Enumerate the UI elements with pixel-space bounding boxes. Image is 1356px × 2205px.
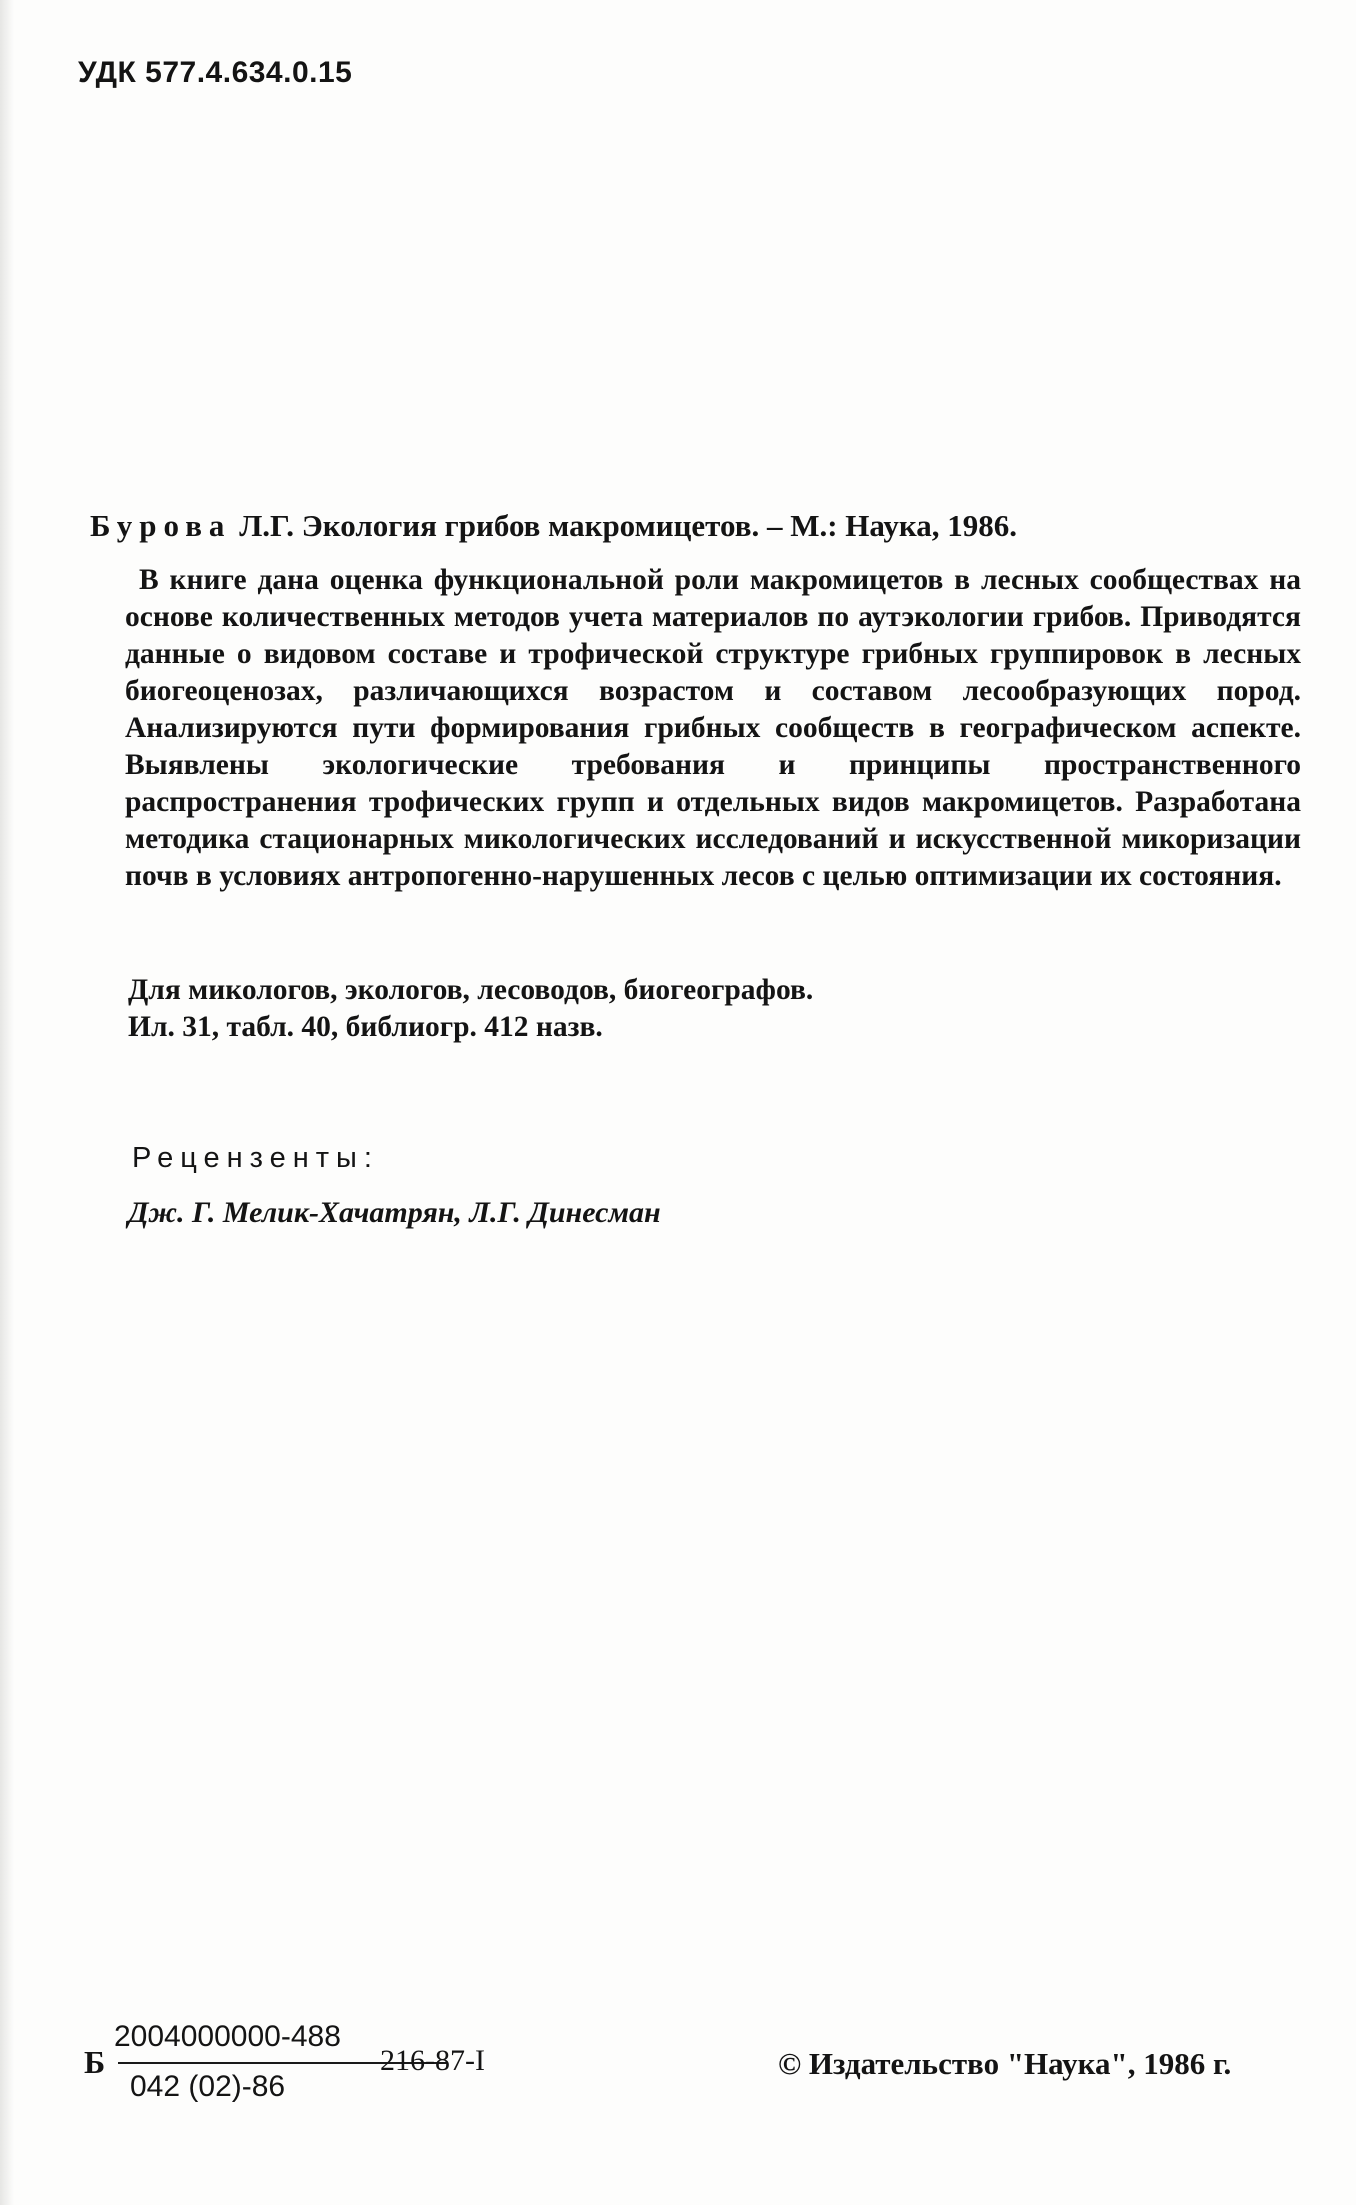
index-letter: Б — [84, 2044, 106, 2080]
copyright-notice: © Издательство "Наука", 1986 г. — [778, 2046, 1232, 2081]
audience-note: Для микологов, экологов, лесоводов, биогеографов. — [128, 974, 814, 1006]
abstract-text: В книге дана оценка функциональной роли макромицетов в лесных сообществах на основе количественных методов учета материалов по аутэкологии грибов. Приводятся данные о видовом составе и трофической структуре грибных группировок в лесных биогеоценозах, различающихся возрастом и составом лесообразующих пород. Анализируются пути формирования грибных сообществ в географическом аспекте. Выявлены экологические требования и принципы пространственного распространения трофических групп и отдельных видов макромицетов. Разработана методика стационарных микологических исследований и искусственной микоризации почв в условиях антропогенно-нарушенных лесов с целью оптимизации их состояния. — [125, 564, 1301, 892]
scan-edge — [0, 0, 14, 2205]
index-denominator: 042 (02)-86 — [130, 2070, 286, 2103]
bibliographic-title: Л.Г. Экология грибов макромицетов. – М.: Наука, 1986. — [231, 508, 1017, 543]
reviewers-label: Рецензенты: — [132, 1142, 379, 1174]
udk-code: УДК 577.4.634.0.15 — [78, 56, 353, 89]
abstract — [125, 562, 1301, 895]
illustrations-note: Ил. 31, табл. 40, библиогр. 412 назв. — [128, 1011, 603, 1043]
reviewers-names: Дж. Г. Мелик-Хачатрян, Л.Г. Динесман — [128, 1196, 661, 1229]
index-code: 216-87-I — [380, 2044, 485, 2077]
index-numerator: 2004000000-488 — [114, 2020, 341, 2053]
publication-index — [84, 2020, 524, 2120]
author-name: Бурова — [90, 508, 232, 543]
bibliographic-entry — [90, 508, 1300, 544]
